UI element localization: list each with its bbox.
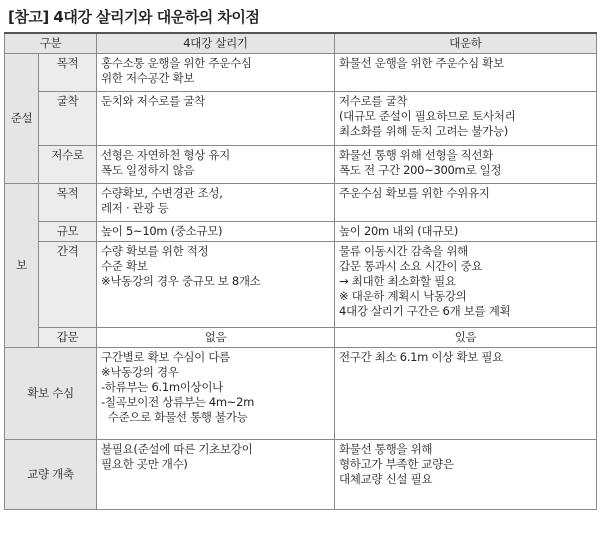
group-dredging: 준설 — [5, 54, 39, 184]
cell-4-rivers: 불필요(준설에 따른 기초보강이 필요한 곳만 개수) — [97, 440, 335, 510]
cell-grand-canal: 화물선 운행을 위한 주운수심 확보 — [335, 54, 597, 92]
cell-4-rivers: 구간별로 확보 수심이 다름 ※낙동강의 경우 -하류부는 6.1m이상이나 -칠곡보이전 상류부는 4m~2m 수준으로 화물선 통행 불가능 — [97, 348, 335, 440]
table-row — [5, 222, 597, 242]
group-bridge: 교량 개축 — [5, 440, 97, 510]
group-depth: 확보 수심 — [5, 348, 97, 440]
header-category: 구분 — [5, 33, 97, 54]
table-row — [5, 440, 597, 510]
cell-grand-canal: 높이 20m 내외 (대규모) — [335, 222, 597, 242]
header-grand-canal: 대운하 — [335, 33, 597, 54]
group-weir: 보 — [5, 184, 39, 348]
table-row — [5, 348, 597, 440]
table-row — [5, 328, 597, 348]
comparison-table — [4, 32, 597, 510]
cell-grand-canal: 화물선 통행 위해 선형을 직선화 폭도 전 구간 200~300m로 일정 — [335, 146, 597, 184]
cell-grand-canal: 저수로를 굴착 (대규모 준설이 필요하므로 토사처리 최소화를 위해 둔치 고려는 불가능) — [335, 92, 597, 146]
table-row — [5, 242, 597, 328]
table-row — [5, 92, 597, 146]
cell-4-rivers: 홍수소통 운행을 위한 주운수심 위한 저수공간 확보 — [97, 54, 335, 92]
cell-4-rivers: 수량 확보를 위한 적정 수준 확보 ※낙동강의 경우 중규모 보 8개소 — [97, 242, 335, 328]
cell-grand-canal: 있음 — [335, 328, 597, 348]
cell-grand-canal: 화물선 통행을 위해 형하고가 부족한 교량은 대체교량 신설 필요 — [335, 440, 597, 510]
row-label: 갑문 — [39, 328, 97, 348]
row-label: 굴착 — [39, 92, 97, 146]
row-label: 규모 — [39, 222, 97, 242]
cell-4-rivers: 선형은 자연하천 형상 유지 폭도 일정하지 않음 — [97, 146, 335, 184]
header-row — [5, 33, 597, 54]
table-row — [5, 146, 597, 184]
row-label: 목적 — [39, 184, 97, 222]
header-4-rivers: 4대강 살리기 — [97, 33, 335, 54]
cell-4-rivers: 없음 — [97, 328, 335, 348]
cell-4-rivers: 둔치와 저수로를 굴착 — [97, 92, 335, 146]
row-label: 목적 — [39, 54, 97, 92]
row-label: 저수로 — [39, 146, 97, 184]
page-title: [참고] 4대강 살리기와 대운하의 차이점 — [8, 8, 260, 26]
cell-grand-canal: 전구간 최소 6.1m 이상 확보 필요 — [335, 348, 597, 440]
row-label: 간격 — [39, 242, 97, 328]
cell-grand-canal: 주운수심 확보를 위한 수위유지 — [335, 184, 597, 222]
cell-grand-canal: 물류 이동시간 감축을 위해 갑문 통과시 소요 시간이 중요 → 최대한 최소화할 필요 ※ 대운하 계획시 낙동강의 4대강 살리기 구간은 6개 보를 계획 — [335, 242, 597, 328]
cell-4-rivers: 높이 5~10m (중소규모) — [97, 222, 335, 242]
table-row — [5, 54, 597, 92]
cell-4-rivers: 수량확보, 수변경관 조성, 레저 · 관광 등 — [97, 184, 335, 222]
table-row — [5, 184, 597, 222]
